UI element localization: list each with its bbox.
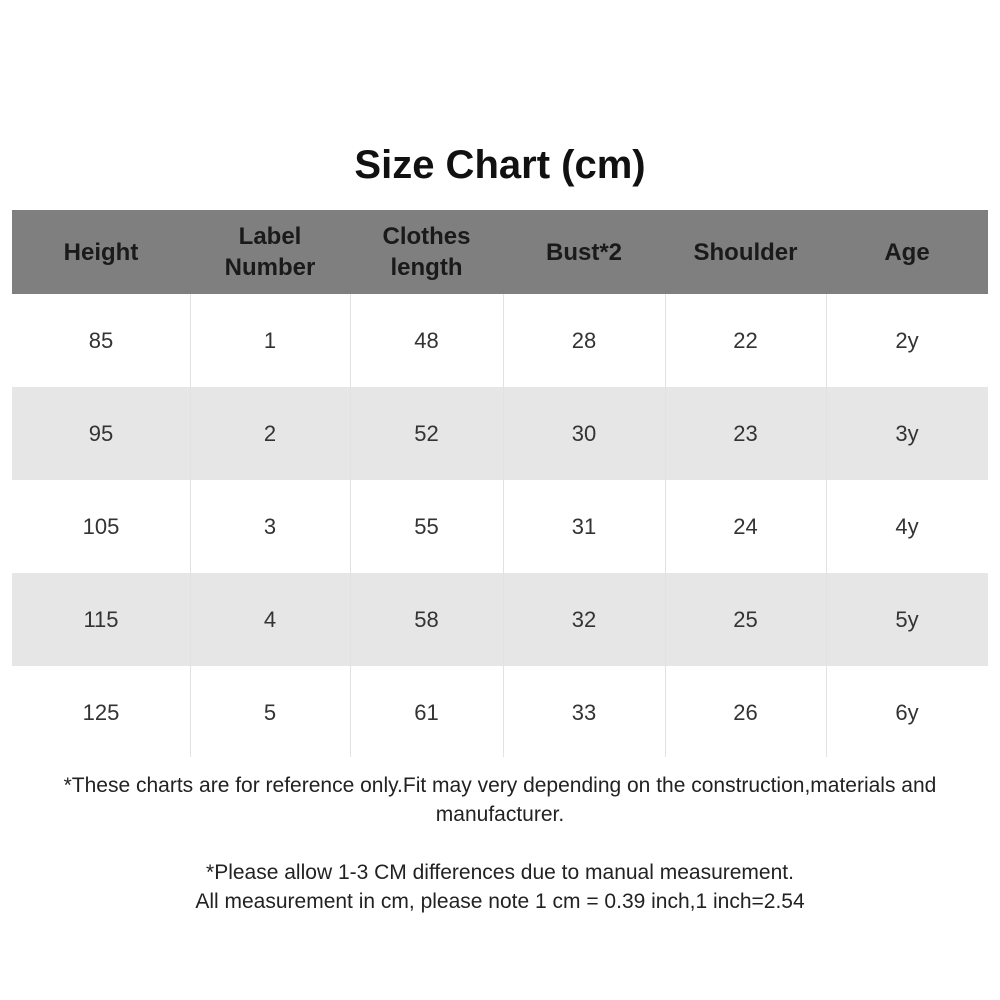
table-cell: 32 [571, 606, 597, 632]
table-cell: 52 [414, 420, 439, 446]
table-cell: 48 [414, 327, 439, 353]
table-row [12, 573, 988, 666]
table-row [12, 666, 988, 759]
table-cell: 3y [895, 420, 919, 446]
table-cell: 6y [895, 699, 919, 725]
table-cell: 1 [263, 327, 277, 353]
header-cell-clothes-length: Clothes length [382, 223, 471, 281]
table-header [12, 210, 988, 294]
measurement-note: *Please allow 1-3 CM differences due to manual measurement. [206, 861, 794, 884]
table-cell: 2 [263, 420, 277, 446]
table-cell: 105 [82, 513, 120, 539]
table-cell: 30 [571, 420, 597, 446]
table-cell: 58 [414, 606, 439, 632]
table-cell: 25 [733, 606, 758, 632]
table-cell: 22 [733, 327, 758, 353]
table-cell: 23 [733, 420, 758, 446]
reference-note: *These charts are for reference only.Fit may very depending on the construction,materials and [63, 774, 937, 797]
column-divider [665, 294, 666, 757]
table-cell: 3 [263, 513, 277, 539]
header-cell-label-number: Label Number [224, 223, 316, 281]
column-divider [503, 294, 504, 757]
header-cell-age: Age [884, 238, 930, 266]
table-row [12, 294, 988, 387]
table-cell: 33 [571, 699, 597, 725]
column-divider [826, 294, 827, 757]
table-row [12, 387, 988, 480]
conversion-note: All measurement in cm, please note 1 cm = 0.39 inch,1 inch=2.54 [195, 890, 805, 913]
table-cell: 24 [733, 513, 758, 539]
table-cell: 125 [82, 699, 120, 725]
header-cell-shoulder: Shoulder [693, 238, 798, 266]
column-divider [190, 294, 191, 757]
table-cell: 115 [83, 606, 119, 632]
header-cell-height: Height [63, 238, 139, 266]
table-cell: 5y [895, 606, 919, 632]
table-cell: 95 [88, 420, 114, 446]
reference-note-continued: manufacturer. [435, 803, 565, 826]
column-divider [350, 294, 351, 757]
table-cell: 4y [895, 513, 919, 539]
table-cell: 61 [414, 699, 439, 725]
table-cell: 31 [571, 513, 597, 539]
chart-title: Size Chart (cm) [354, 143, 646, 187]
table-cell: 55 [414, 513, 439, 539]
table-cell: 28 [571, 327, 597, 353]
table-cell: 26 [733, 699, 758, 725]
header-cell-bust: Bust*2 [545, 238, 623, 266]
table-cell: 4 [263, 606, 277, 632]
table-row [12, 480, 988, 573]
table-cell: 2y [895, 327, 919, 353]
table-cell: 5 [263, 699, 277, 725]
table-cell: 85 [88, 327, 114, 353]
